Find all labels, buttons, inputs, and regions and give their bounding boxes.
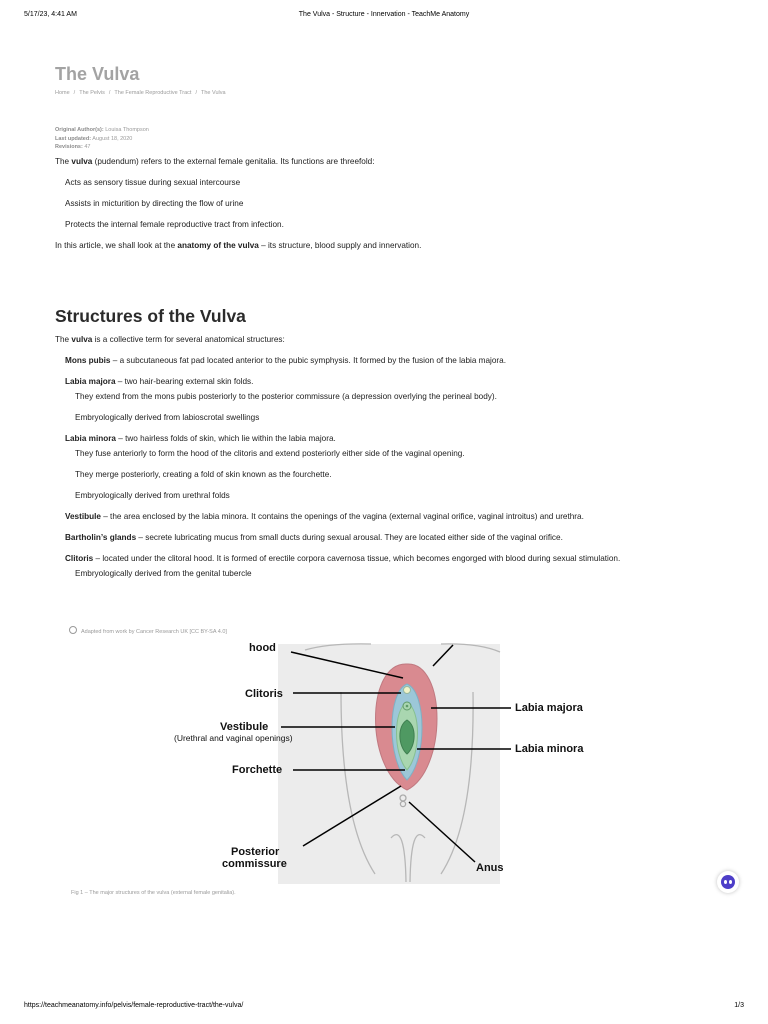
- breadcrumb-home[interactable]: Home: [55, 90, 70, 96]
- vulva-diagram: [55, 642, 675, 887]
- intro-summary: In this article, we shall look at the anatomy of the vulva – its structure, blood supply and innervation.: [55, 240, 422, 250]
- copyright-icon: [69, 626, 77, 634]
- function-item: Assists in micturition by directing the flow of urine: [65, 198, 244, 208]
- print-doc-title: The Vulva - Structure - Innervation - TeachMe Anatomy: [298, 11, 470, 18]
- structure-sub-item: Embryologically derived from urethral folds: [75, 490, 230, 500]
- label-commissure: commissure: [222, 858, 287, 870]
- label-vestibule-sub: (Urethral and vaginal openings): [174, 733, 293, 743]
- label-labia-minora: Labia minora: [515, 743, 584, 755]
- meta-updated: Last updated: August 18, 2020: [55, 135, 133, 142]
- label-hood: hood: [249, 642, 276, 654]
- breadcrumb-separator: /: [108, 90, 111, 96]
- structure-sub-item: Embryologically derived from labioscrotal swellings: [75, 412, 260, 422]
- article-meta: [55, 126, 713, 152]
- image-credit[interactable]: Adapted from work by Cancer Research UK [CC BY-SA 4.0]: [69, 626, 227, 635]
- print-datetime: 5/17/23, 4:41 AM: [24, 11, 77, 18]
- meta-revisions: Revisions: 47: [55, 144, 91, 150]
- breadcrumb-separator: /: [195, 90, 197, 96]
- label-forchette: Forchette: [232, 764, 283, 776]
- function-item: Acts as sensory tissue during sexual intercourse: [65, 177, 241, 187]
- chat-widget-button[interactable]: [717, 871, 739, 893]
- author-link[interactable]: Louisa Thompson: [105, 127, 149, 133]
- chat-bot-eye: [729, 880, 732, 884]
- print-url[interactable]: https://teachmeanatomy.info/pelvis/female-reproductive-tract/the-vulva/: [24, 1002, 244, 1009]
- structure-sub-item: They fuse anteriorly to form the hood of the clitoris and extend posteriorly either side of the vaginal opening.: [75, 448, 465, 458]
- print-page-number: 1/3: [734, 1002, 744, 1009]
- breadcrumb: [55, 88, 713, 98]
- print-header: [24, 11, 744, 21]
- function-item: Protects the internal female reproductive tract from infection.: [65, 219, 284, 229]
- figure-caption: Fig 1 – The major structures of the vulva (external female genitalia).: [71, 890, 236, 896]
- label-clitoris: Clitoris: [245, 688, 283, 700]
- breadcrumb-pelvis[interactable]: The Pelvis: [79, 90, 105, 96]
- structure-sub-item: Embryologically derived from the genital tubercle: [75, 568, 252, 578]
- figure-vulva: [55, 624, 713, 904]
- structures-lead: The vulva is a collective term for several anatomical structures:: [55, 334, 285, 344]
- structure-clitoris: Clitoris – located under the clitoral hood. It is formed of erectile corpora cavernosa tissue, which becomes engorged with blood during sexual stimulation.: [65, 553, 621, 563]
- structure-sub-item: They extend from the mons pubis posteriorly to the posterior commissure (a depression overlying the perineal body).: [75, 391, 497, 401]
- label-anus: Anus: [476, 862, 504, 874]
- structure-labia-majora: Labia majora – two hair-bearing external skin folds.: [65, 376, 254, 386]
- clitoris-shape: [404, 687, 411, 694]
- chat-bot-icon: [721, 875, 735, 889]
- breadcrumb-separator: /: [73, 90, 76, 96]
- label-labia-majora: Labia majora: [515, 702, 583, 714]
- structure-vestibule: Vestibule – the area enclosed by the labia minora. It contains the openings of the vagina (external vaginal orifice, vaginal introitus) and urethra.: [65, 511, 584, 521]
- label-posterior: Posterior: [231, 846, 280, 858]
- chat-bot-eye: [724, 880, 727, 884]
- label-vestibule: Vestibule: [220, 721, 269, 733]
- print-footer: [24, 1002, 744, 1012]
- page-title: The Vulva: [55, 64, 140, 84]
- article: [55, 62, 713, 580]
- meta-author: Original Author(s): Louisa Thompson: [55, 127, 149, 133]
- structure-mons-pubis: Mons pubis – a subcutaneous fat pad located anterior to the pubic symphysis. It formed by the fusion of the labia majora.: [65, 355, 506, 365]
- breadcrumb-current: The Vulva: [201, 90, 226, 96]
- structure-sub-item: They merge posteriorly, creating a fold of skin known as the fourchette.: [75, 469, 332, 479]
- breadcrumb-reproductive-tract[interactable]: The Female Reproductive Tract: [114, 90, 192, 96]
- structure-labia-minora: Labia minora – two hairless folds of skin, which lie within the labia majora.: [65, 433, 336, 443]
- structure-bartholins-glands: Bartholin’s glands – secrete lubricating mucus from small ducts during sexual arousal. They are located either side of the vaginal orifice.: [65, 532, 563, 542]
- urethral-opening-center: [406, 705, 409, 708]
- intro-paragraph: The vulva (pudendum) refers to the external female genitalia. Its functions are threefold:: [55, 156, 375, 166]
- section-heading-structures: Structures of the Vulva: [55, 305, 246, 326]
